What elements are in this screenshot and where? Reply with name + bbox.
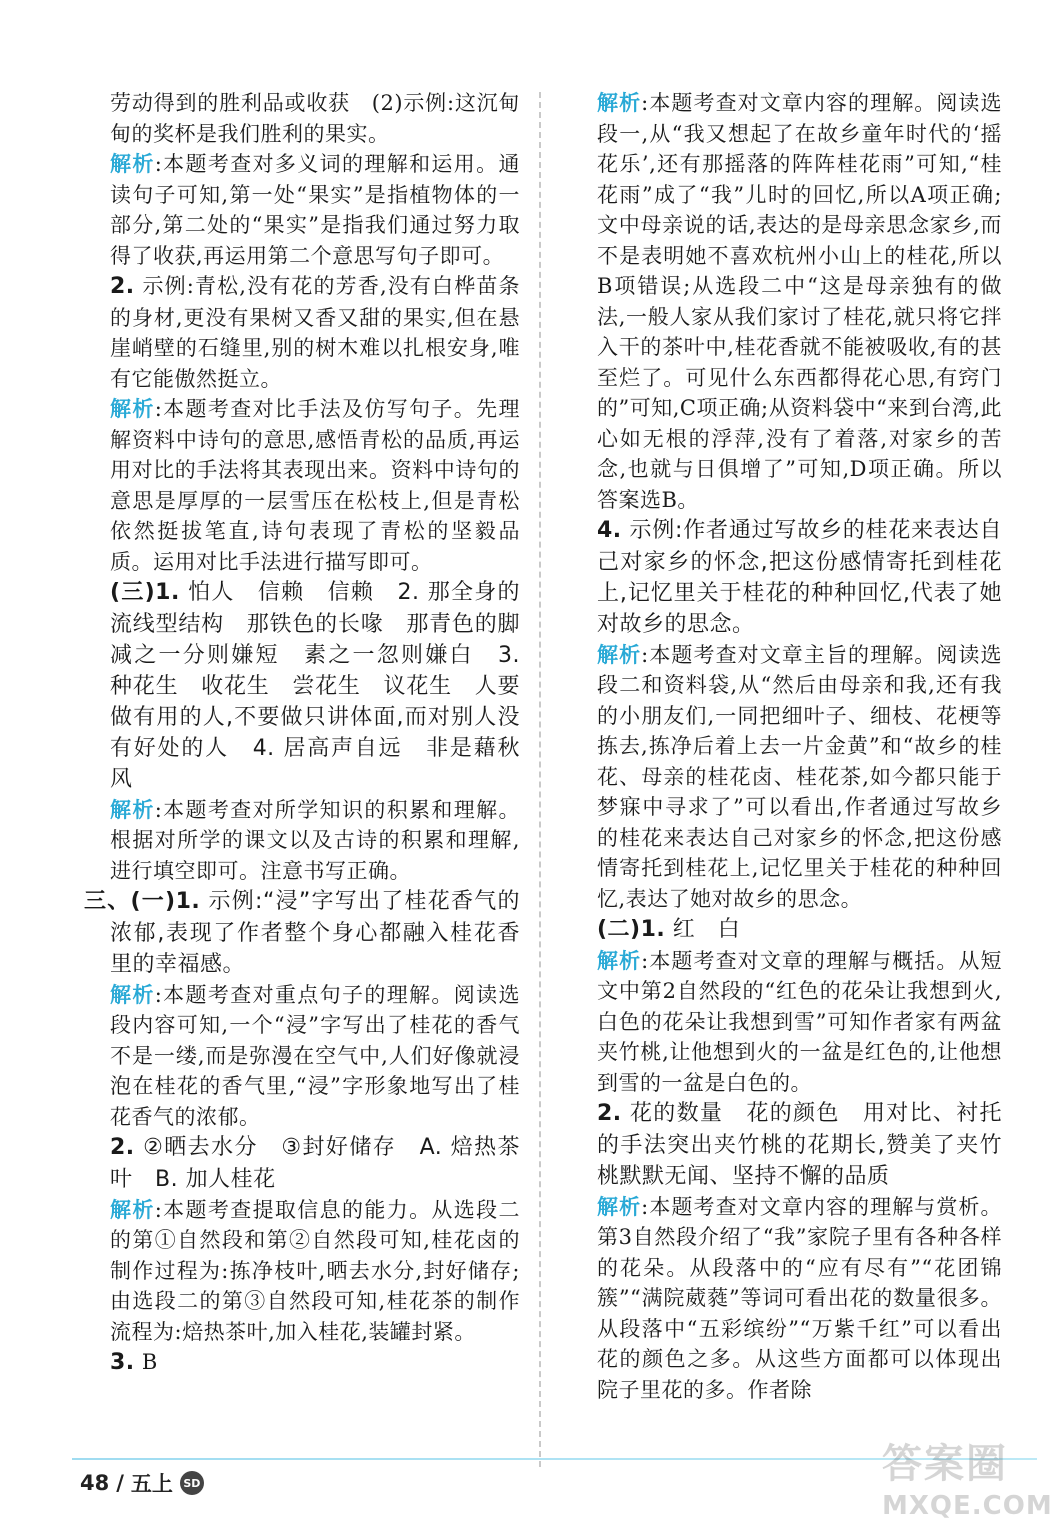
question-number: (二)1. bbox=[597, 917, 666, 942]
analysis-paragraph bbox=[110, 795, 520, 887]
paragraph-text: :本题考查对重点句子的理解。阅读选段内容可知,一个“浸”字写出了桂花的香气不是一缕,而是弥漫在空气中,人们好像就浸泡在桂花的香气里,“浸”字形象地写出了桂花香气的浓郁。 bbox=[110, 982, 521, 1129]
analysis-paragraph bbox=[597, 640, 1002, 915]
analysis-paragraph bbox=[597, 1192, 1002, 1406]
watermark-text: 答案圈 bbox=[882, 1441, 1008, 1487]
question-number: 4. bbox=[597, 518, 622, 543]
paragraph-text: 示例:青松,没有花的芳香,没有白桦苗条的身材,更没有果树又香又甜的果实,但在悬崖峭壁的石缝里,别的树木难以扎根安身,唯有它能傲然挺立。 bbox=[110, 274, 520, 391]
analysis-label: 解析 bbox=[597, 642, 642, 667]
analysis-paragraph bbox=[597, 946, 1002, 1099]
paragraph-text: 花的数量 花的颜色 用对比、衬托的手法突出夹竹桃的花期长,赞美了夹竹桃默默无闻、坚持不懈的品质 bbox=[597, 1101, 1002, 1189]
right-column bbox=[597, 88, 1002, 1405]
analysis-paragraph bbox=[110, 149, 520, 271]
analysis-label: 解析 bbox=[110, 152, 155, 176]
grade-label: 五上 bbox=[130, 1472, 173, 1496]
paragraph-text: :本题考查对文章的理解与概括。从短文中第2自然段的“红色的花朵让我想到火,白色的花朵让我想到雪”可知作者家有两盆夹竹桃,让他想到火的一盆是红色的,让他想到雪的一盆是白色的。 bbox=[597, 948, 1003, 1095]
paragraph-text: :本题考查提取信息的能力。从选段二的第①自然段和第②自然段可知,桂花卤的制作过程为:拣净枝叶,晒去水分,封好储存;由选段二的第③自然段可知,桂花茶的制作流程为:焙热茶叶,加入桂花,装罐封紧。 bbox=[110, 1197, 521, 1344]
page-number: 48 bbox=[80, 1471, 110, 1495]
analysis-label: 解析 bbox=[110, 1197, 155, 1222]
question-number: (三)1. bbox=[110, 580, 180, 605]
answer-paragraph bbox=[110, 577, 543, 795]
answer-paragraph bbox=[597, 1098, 1002, 1192]
paragraph-text: :本题考查对多义词的理解和运用。通读句子可知,第一处“果实”是指植物体的一部分,第二处的“果实”是指我们通过努力取得了收获,再运用第二个意思写句子即可。 bbox=[110, 152, 521, 268]
paragraph-text: 示例:“浸”字写出了桂花香气的浓郁,表现了作者整个身心都融入桂花香里的幸福感。 bbox=[110, 889, 520, 977]
question-number: 2. bbox=[110, 1135, 135, 1160]
column-divider bbox=[539, 92, 541, 1467]
answer-paragraph bbox=[597, 914, 1002, 946]
paragraph-text: 怕人 信赖 信赖 2. 那全身的流线型结构 那铁色的长喙 那青色的脚 减之一分则嫌短 素之一忽则嫌白 3. 种花生 收花生 尝花生 议花生 人要做有用的人,不要做只讲体面,而对别人没有好处的人 4. 居高声自远 非是藉秋风 bbox=[110, 580, 543, 792]
analysis-paragraph bbox=[597, 88, 1002, 515]
paragraph-text: :本题考查对文章主旨的理解。阅读选段二和资料袋,从“然后由母亲和我,还有我的小朋友们,一同把细叶子、细枝、花梗等拣去,拣净后着上去一片金黄”和“故乡的桂花、母亲的桂花卤、桂花茶,如今都只能于梦寐中寻求了”可以看出,作者通过写故乡的桂花来表达自己对家乡的怀念,把这份感情寄托到桂花上,记忆里关于桂花的种种回忆,表达了她对故乡的思念。 bbox=[597, 642, 1003, 911]
left-column bbox=[84, 88, 543, 1379]
watermark-logo bbox=[882, 1440, 1060, 1536]
answer-paragraph bbox=[110, 1132, 520, 1195]
paragraph-text: :本题考查对所学知识的积累和理解。根据对所学的课文以及古诗的积累和理解,进行填空即可。注意书写正确。 bbox=[110, 797, 521, 883]
answer-paragraph bbox=[110, 271, 520, 394]
analysis-label: 解析 bbox=[597, 1194, 642, 1219]
question-number: 2. bbox=[597, 1101, 622, 1126]
question-number: 三、(一)1. bbox=[84, 889, 201, 914]
analysis-label: 解析 bbox=[597, 948, 642, 973]
answer-paragraph bbox=[84, 886, 520, 980]
paragraph-text: 红 白 bbox=[672, 917, 741, 942]
answer-paragraph bbox=[110, 88, 520, 149]
publisher-badge-icon: SD bbox=[180, 1471, 204, 1495]
analysis-label: 解析 bbox=[110, 982, 155, 1007]
paragraph-text: B bbox=[141, 1350, 158, 1374]
footer-separator: / bbox=[116, 1471, 124, 1495]
analysis-paragraph bbox=[110, 394, 520, 577]
question-number: 3. bbox=[110, 1350, 135, 1375]
analysis-label: 解析 bbox=[597, 91, 642, 115]
page-footer bbox=[80, 1468, 204, 1498]
analysis-paragraph bbox=[110, 980, 520, 1133]
paragraph-text: 劳动得到的胜利品或收获 (2)示例:这沉甸甸的奖杯是我们胜利的果实。 bbox=[110, 91, 520, 146]
answer-paragraph bbox=[110, 1347, 520, 1379]
analysis-paragraph bbox=[110, 1195, 520, 1348]
paragraph-text: :本题考查对文章内容的理解。阅读选段一,从“我又想起了在故乡童年时代的‘摇花乐’,还有那摇落的阵阵桂花雨”可知,“桂花雨”成了“我”儿时的回忆,所以A项正确;文中母亲说的话,表达的是母亲思念家乡,而不是表明她不喜欢杭州小山上的桂花,所以B项错误;从选段二中“这是母亲独有的做法,一般人家从我们家讨了桂花,就只将它拌入干的茶叶中,桂花香就不能被吸收,有的甚至烂了。可见什么东西都得花心思,有窍门的”可知,C项正确;从资料袋中“来到台湾,此心如无根的浮萍,没有了着落,对家乡的苦念,也就与日俱增了”可知,D项正确。所以答案选B。 bbox=[597, 91, 1003, 512]
question-number: 2. bbox=[110, 274, 135, 299]
paragraph-text: 示例:作者通过写故乡的桂花来表达自己对家乡的怀念,把这份感情寄托到桂花上,记忆里关于桂花的种种回忆,代表了她对故乡的思念。 bbox=[597, 518, 1002, 637]
analysis-label: 解析 bbox=[110, 797, 155, 822]
analysis-label: 解析 bbox=[110, 397, 155, 421]
answer-paragraph bbox=[597, 515, 1002, 640]
paragraph-text: ②晒去水分 ③封好储存 A. 焙热茶叶 B. 加人桂花 bbox=[110, 1135, 520, 1192]
paragraph-text: :本题考查对文章内容的理解与赏析。第3自然段介绍了“我”家院子里有各种各样的花朵。从段落中的“应有尽有”“花团锦簇”“满院葳蕤”等词可看出花的数量很多。从段落中“五彩缤纷”“万紫千红”可以看出花的颜色之多。从这些方面都可以体现出院子里花的多。作者除 bbox=[597, 1194, 1003, 1402]
paragraph-text: :本题考查对比手法及仿写句子。先理解资料中诗句的意思,感悟青松的品质,再运用对比的手法将其表现出来。资料中诗句的意思是厚厚的一层雪压在松枝上,但是青松依然挺拔笔直,诗句表现了青松的坚毅品质。运用对比手法进行描写即可。 bbox=[110, 397, 521, 574]
watermark-url: MXQE.COM bbox=[882, 1491, 1053, 1521]
